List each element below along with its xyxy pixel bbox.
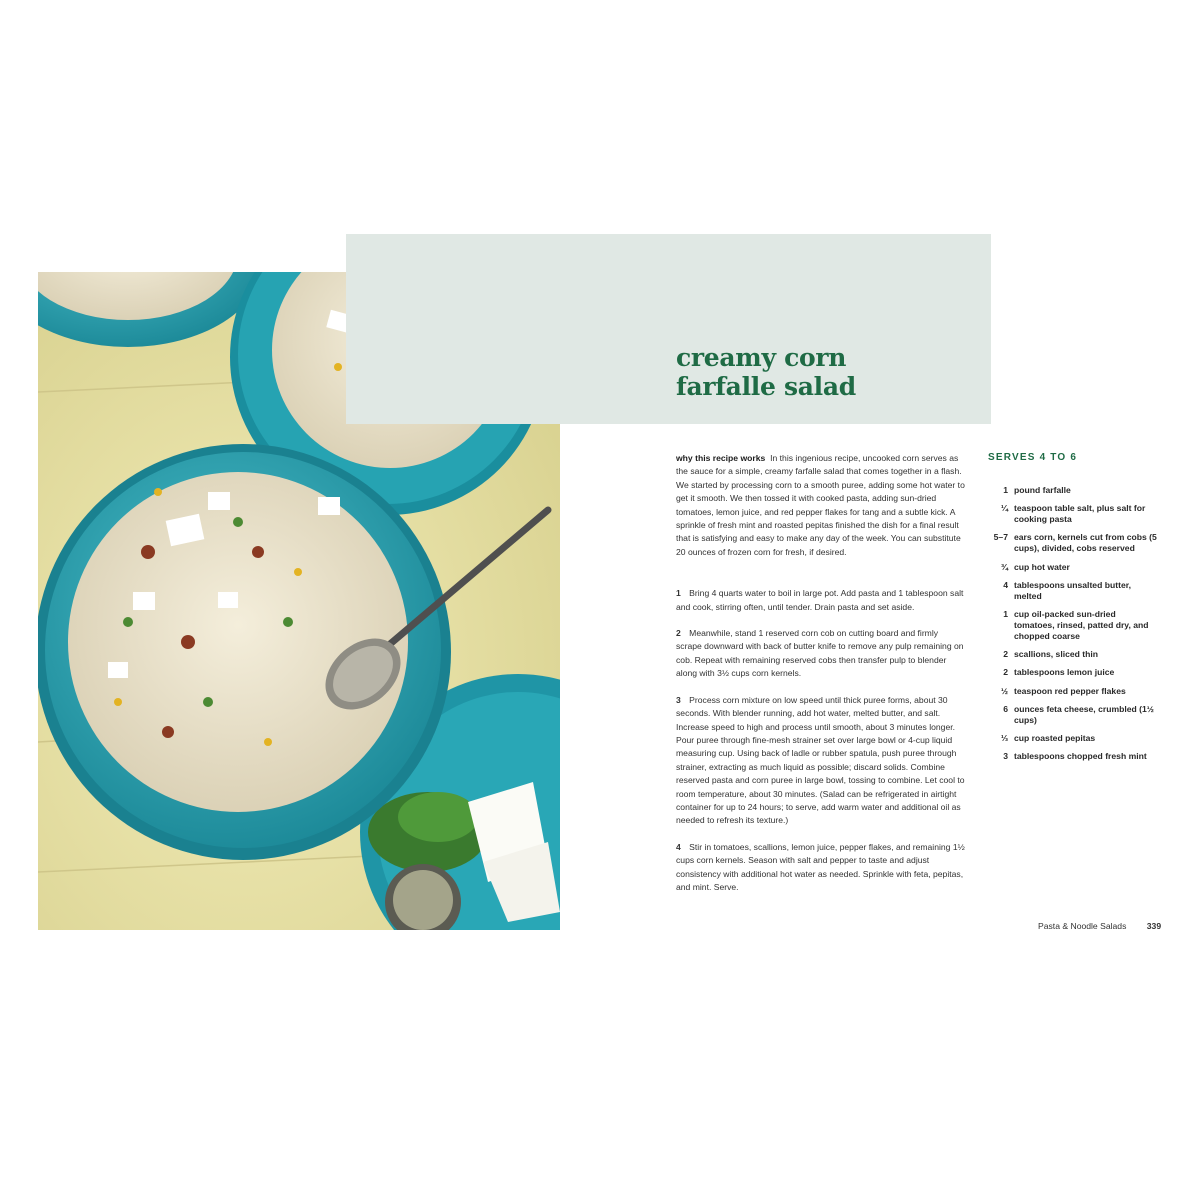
ingredient-text: tablespoons unsalted butter, melted (1014, 579, 1131, 601)
step-3 (676, 694, 966, 828)
ingredient-qty: ½ (1000, 685, 1008, 696)
ingredient-qty: 5–7 (993, 532, 1008, 543)
title-line-2: farfalle salad (676, 372, 856, 401)
ingredient-text: tablespoons chopped fresh mint (1014, 751, 1147, 762)
steps-list (676, 587, 966, 894)
intro-paragraph (676, 452, 966, 559)
ingredient-text: cup roasted pepitas (1014, 732, 1096, 743)
step-1 (676, 587, 966, 614)
step-text: Meanwhile, stand 1 reserved corn cob on cutting board and firmly scrape downward with back of butter knife to remove any pulp remaining on cob. Repeat with remaining reserved cobs then transfer pulp to blender along with 3½ cups corn kernels. (676, 628, 964, 679)
step-4 (676, 841, 966, 895)
ingredient-item (988, 733, 1158, 744)
ingredient-qty: 4 (1003, 579, 1008, 590)
ingredient-item (988, 667, 1158, 678)
ingredients-list (988, 485, 1158, 762)
ingredient-text: teaspoon table salt, plus salt for cooking pasta (1014, 503, 1146, 525)
intro-label: why this recipe works (676, 453, 766, 463)
title-line-1: creamy corn (676, 343, 847, 372)
ingredient-qty: 6 (1003, 703, 1008, 714)
intro-text: In this ingenious recipe, uncooked corn serves as the sauce for a simple, creamy farfalle salad that comes together in a flash. We started by processing corn to a smooth puree, adding some hot water to get it smooth. We then tossed it with cooked pasta, adding sun-dried tomatoes, lemon juice, and red pepper flakes for tang and a subtle kick. A sprinkle of fresh mint and roasted pepitas finished the dish for a final result that is satisfying and easy to make any day of the week. You can substitute 20 ounces of frozen corn for fresh, if desired. (676, 453, 965, 557)
step-number: 3 (676, 694, 681, 705)
recipe-title (676, 343, 856, 401)
ingredient-text: cup oil-packed sun-dried tomatoes, rinsed, patted dry, and chopped coarse (1014, 608, 1149, 641)
step-number: 2 (676, 628, 681, 639)
step-text: Process corn mixture on low speed until thick puree forms, about 30 seconds. With blender running, add hot water, melted butter, and salt. Increase speed to high and process until smooth, about 3 minutes longer. Pour puree through fine-mesh strainer set over large bowl or 4-cup liquid measuring cup. Using back of ladle or rubber spatula, push puree through strainer, extracting as much liquid as possible; discard solids. Combine reserved pasta and corn puree in large bowl, tossing to combine. Let cool to room temperature, about 30 minutes. (Salad can be refrigerated in airtight container for up to 24 hours; to serve, add warm water and additional oil as needed to refresh its texture.) (676, 694, 965, 826)
ingredient-text: ounces feta cheese, crumbled (1½ cups) (1014, 703, 1154, 725)
ingredient-text: teaspoon red pepper flakes (1014, 685, 1126, 696)
ingredient-qty: 1 (1003, 485, 1008, 495)
serves-heading: SERVES 4 TO 6 (988, 452, 1078, 463)
ingredient-qty: ⅓ (1000, 732, 1008, 743)
ingredient-text: cup hot water (1014, 561, 1070, 572)
ingredient-item (988, 485, 1158, 496)
page-footer (1038, 921, 1161, 931)
step-2 (676, 627, 966, 681)
ingredient-text: scallions, sliced thin (1014, 649, 1099, 660)
ingredient-text: pound farfalle (1014, 485, 1071, 495)
step-text: Bring 4 quarts water to boil in large pot. Add pasta and 1 tablespoon salt and cook, stirring often, until tender. Drain pasta and set aside. (676, 588, 964, 612)
ingredient-item (988, 503, 1158, 525)
ingredient-qty: ¼ (1000, 503, 1008, 514)
footer-section-name: Pasta & Noodle Salads (1038, 921, 1127, 931)
ingredient-item (988, 532, 1158, 554)
ingredient-item (988, 704, 1158, 726)
ingredient-item (988, 649, 1158, 660)
ingredient-item (988, 609, 1158, 642)
ingredient-item (988, 686, 1158, 697)
ingredient-qty: ¾ (1000, 561, 1008, 572)
ingredient-qty: 2 (1003, 667, 1008, 678)
ingredients-column (988, 452, 1158, 769)
method-column (676, 452, 966, 894)
ingredient-qty: 1 (1003, 608, 1008, 619)
step-number: 4 (676, 841, 681, 852)
ingredient-text: tablespoons lemon juice (1014, 667, 1115, 678)
ingredient-item (988, 751, 1158, 762)
ingredient-qty: 2 (1003, 649, 1008, 660)
ingredient-qty: 3 (1003, 751, 1008, 762)
step-text: Stir in tomatoes, scallions, lemon juice, pepper flakes, and remaining 1½ cups corn kernels. Season with salt and pepper to taste and adjust consistency with additional hot water as needed. Sprinkle with feta, pepitas, and mint. Serve. (676, 841, 965, 892)
ingredient-item (988, 562, 1158, 573)
title-band (346, 234, 991, 424)
ingredient-item (988, 580, 1158, 602)
page-number: 339 (1146, 921, 1162, 931)
ingredient-text: ears corn, kernels cut from cobs (5 cups), divided, cobs reserved (1014, 532, 1157, 554)
step-number: 1 (676, 588, 681, 599)
